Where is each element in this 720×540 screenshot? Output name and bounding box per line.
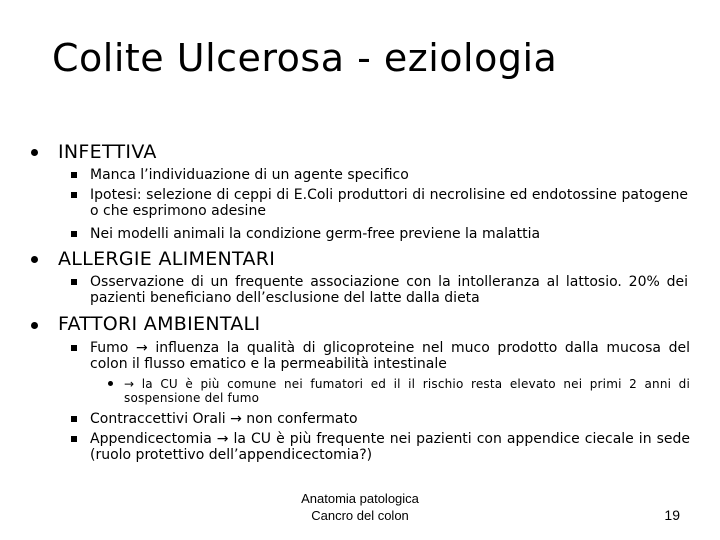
bullet-square-icon — [71, 416, 77, 422]
list-item: Contraccettivi Orali → non confermato — [90, 411, 358, 427]
section-heading-allergie: ALLERGIE ALIMENTARI — [58, 248, 276, 270]
bullet-dot-icon — [31, 322, 38, 329]
list-item: Appendicectomia → la CU è più frequente nei pazienti con appendice ciecale in sede (ruolo protettivo dell’appendicectomia?) — [90, 431, 690, 463]
footer-line-course: Anatomia patologica — [301, 491, 419, 506]
bullet-square-icon — [71, 172, 77, 178]
page-number: 19 — [664, 507, 680, 523]
list-item: Fumo → influenza la qualità di glicoproteine nel muco prodotto dalla mucosa del colon il flusso ematico e la permeabilità intestinale — [90, 340, 690, 372]
bullet-square-icon — [71, 231, 77, 237]
bullet-square-icon — [71, 345, 77, 351]
bullet-dot-icon — [108, 381, 113, 386]
sub-list-item: → la CU è più comune nei fumatori ed il il rischio resta elevato nei primi 2 anni di sospensione del fumo — [124, 377, 690, 405]
list-item: Nei modelli animali la condizione germ-free previene la malattia — [90, 226, 541, 242]
bullet-dot-icon — [31, 256, 38, 263]
list-item: Osservazione di un frequente associazione con la intolleranza al lattosio. 20% dei pazienti beneficiano dell’esclusione del latte dalla dieta — [90, 274, 688, 306]
footer — [280, 490, 440, 524]
footer-line-topic: Cancro del colon — [311, 508, 409, 523]
section-heading-infettiva: INFETTIVA — [58, 141, 157, 163]
bullet-dot-icon — [31, 149, 38, 156]
slide-title: Colite Ulcerosa - eziologia — [52, 36, 558, 80]
bullet-square-icon — [71, 192, 77, 198]
list-item: Ipotesi: selezione di ceppi di E.Coli produttori di necrolisine ed endotossine patogene o che esprimono adesine — [90, 187, 688, 219]
bullet-square-icon — [71, 279, 77, 285]
bullet-square-icon — [71, 436, 77, 442]
section-heading-fattori: FATTORI AMBIENTALI — [58, 313, 261, 335]
list-item: Manca l’individuazione di un agente specifico — [90, 167, 409, 183]
